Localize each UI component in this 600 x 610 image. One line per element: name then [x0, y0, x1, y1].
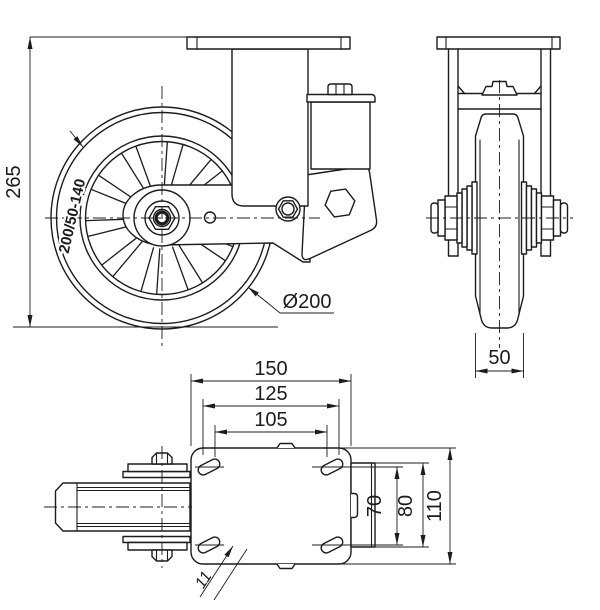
dim-wheel-diameter: [248, 287, 334, 313]
wheel-spoke-line: [157, 249, 160, 293]
plate-bump-top: [277, 444, 295, 449]
wheel-spoke-line: [164, 143, 167, 187]
spring-housing: [311, 102, 370, 169]
wheel-spoke-line: [171, 145, 183, 188]
tire-spec-label: [56, 131, 90, 255]
side-view: [426, 37, 573, 378]
dim-overall-height-text: 265: [3, 165, 25, 199]
top-plate-front: [187, 37, 350, 49]
wheel-spoke-line: [178, 244, 202, 282]
front-view: [3, 37, 377, 349]
wheel-spoke-line: [122, 154, 146, 192]
top-plate-side: [437, 37, 560, 49]
dim-plate-length-text: 150: [254, 358, 288, 380]
arm-hole: [205, 212, 216, 223]
dim-bolt-pitch-inner-text: 70: [364, 494, 386, 518]
plan-axle-top: [123, 453, 190, 478]
dim-wheel-width-text: 50: [488, 347, 511, 369]
wheel-spoke-line: [141, 248, 153, 291]
wheel-spoke-line: [136, 147, 151, 189]
tire-spec-text: 200/50-140: [55, 177, 90, 256]
wheel-spoke-line: [173, 247, 188, 289]
wheel-spoke-line: [103, 237, 138, 264]
tire-spec-arrow: [70, 131, 83, 147]
dim-bolt-span-outer-text: 125: [254, 383, 288, 405]
fork-column: [232, 49, 308, 206]
dim-plate-width-text: 110: [424, 490, 446, 522]
housing-cap-bolt: [328, 84, 352, 95]
plate-bump-bottom: [277, 564, 295, 569]
dim-wheel-diameter-text: Ø200: [282, 291, 332, 313]
plan-axle-bottom: [123, 537, 190, 562]
pivot-bolt: [276, 197, 300, 221]
wheel-spoke-line: [114, 242, 143, 276]
dim-bolt-span-inner-text: 105: [254, 409, 288, 431]
housing-cap: [307, 95, 375, 103]
plan-view: [44, 358, 456, 600]
dim-bolt-hole-text: 11: [192, 568, 216, 592]
dim-bolt-pitch-outer-text: 80: [395, 494, 417, 518]
